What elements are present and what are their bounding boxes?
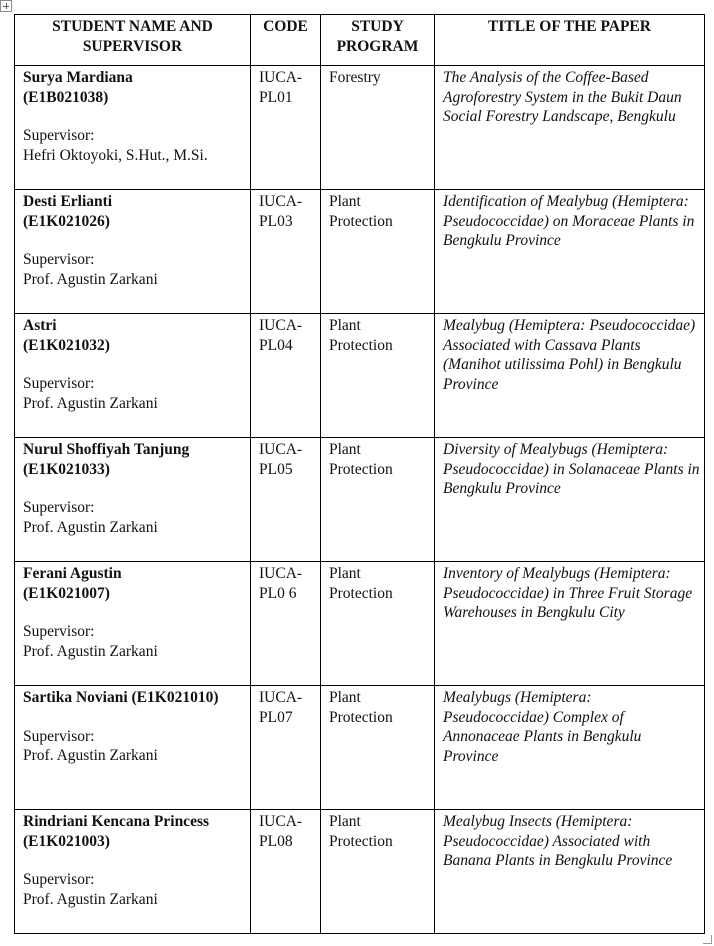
study-program-cell: Plant Protection — [321, 438, 435, 562]
supervisor-name: Prof. Agustin Zarkani — [23, 642, 158, 660]
student-id: (E1K021007) — [23, 584, 110, 602]
supervisor-name: Prof. Agustin Zarkani — [23, 890, 158, 908]
table-row — [15, 810, 705, 934]
header-study-program: STUDY PROGRAM — [321, 15, 435, 66]
code-cell: IUCA-PL05 — [251, 438, 321, 562]
table-row — [15, 66, 705, 190]
paper-title-cell: Mealybugs (Hemiptera: Pseudococcidae) Complex of Annonaceae Plants in Bengkulu Province — [435, 686, 705, 810]
study-program-cell: Forestry — [321, 66, 435, 190]
supervisor-name: Hefri Oktoyoki, S.Hut., M.Si. — [23, 146, 208, 164]
code-cell: IUCA-PL01 — [251, 66, 321, 190]
supervisor-label: Supervisor: — [23, 499, 95, 516]
student-name: Desti Erlianti — [23, 193, 113, 210]
supervisor-label: Supervisor: — [23, 727, 95, 745]
table-row — [15, 686, 705, 810]
study-program-cell: Plant Protection — [321, 686, 435, 810]
header-paper-title: TITLE OF THE PAPER — [435, 15, 705, 66]
table-row — [15, 314, 705, 438]
study-program-cell: Plant Protection — [321, 562, 435, 686]
code-cell: IUCA-PL08 — [251, 810, 321, 934]
student-name: Ferani Agustin — [23, 565, 122, 582]
table-row — [15, 438, 705, 562]
paper-title-cell: Mealybug Insects (Hemiptera: Pseudococcidae) Associated with Banana Plants in Bengkulu Province — [435, 810, 705, 934]
paper-title-cell: Inventory of Mealybugs (Hemiptera: Pseudococcidae) in Three Fruit Storage Warehouses in Bengkulu City — [435, 562, 705, 686]
student-papers-table — [14, 14, 705, 934]
student-cell — [15, 190, 251, 314]
paper-title-cell: Mealybug (Hemiptera: Pseudococcidae) Associated with Cassava Plants (Manihot utilissima Pohl) in Bengkulu Province — [435, 314, 705, 438]
student-id: (E1K021003) — [23, 832, 110, 850]
supervisor-label: Supervisor: — [23, 127, 95, 144]
study-program-cell: Plant Protection — [321, 810, 435, 934]
paper-title-cell: Diversity of Mealybugs (Hemiptera: Pseudococcidae) in Solanaceae Plants in Bengkulu Province — [435, 438, 705, 562]
student-cell — [15, 562, 251, 686]
supervisor-label: Supervisor: — [23, 251, 95, 268]
supervisor-name: Prof. Agustin Zarkani — [23, 518, 158, 536]
code-cell: IUCA-PL03 — [251, 190, 321, 314]
supervisor-label: Supervisor: — [23, 375, 95, 392]
student-id: (E1K021026) — [23, 212, 110, 230]
study-program-cell: Plant Protection — [321, 314, 435, 438]
code-cell: IUCA-PL07 — [251, 686, 321, 810]
student-id: (E1B021038) — [23, 88, 109, 106]
paper-title-cell: Identification of Mealybug (Hemiptera: Pseudococcidae) on Moraceae Plants in Bengkulu Province — [435, 190, 705, 314]
supervisor-name: Prof. Agustin Zarkani — [23, 747, 158, 764]
student-name: Rindriani Kencana Princess — [23, 813, 210, 830]
study-program-cell: Plant Protection — [321, 190, 435, 314]
table-row — [15, 562, 705, 686]
student-name: Nurul Shoffiyah Tanjung — [23, 441, 190, 458]
student-name: Astri — [23, 317, 57, 334]
code-cell: IUCA-PL04 — [251, 314, 321, 438]
supervisor-label: Supervisor: — [23, 623, 95, 640]
paper-title-cell: The Analysis of the Coffee-Based Agroforestry System in the Bukit Daun Social Forestry Landscape, Bengkulu — [435, 66, 705, 190]
student-cell — [15, 438, 251, 562]
student-cell — [15, 314, 251, 438]
table-row — [15, 190, 705, 314]
supervisor-label: Supervisor: — [23, 871, 95, 888]
student-cell — [15, 66, 251, 190]
table-resize-handle[interactable] — [703, 935, 712, 944]
supervisor-name: Prof. Agustin Zarkani — [23, 270, 158, 288]
student-cell — [15, 686, 251, 810]
student-id: (E1K021033) — [23, 460, 110, 478]
student-name: Sartika Noviani (E1K021010) — [23, 689, 219, 706]
header-code: CODE — [251, 15, 321, 66]
student-cell — [15, 810, 251, 934]
student-id: (E1K021032) — [23, 336, 110, 354]
table-move-handle[interactable] — [0, 0, 12, 12]
code-cell: IUCA-PL0 6 — [251, 562, 321, 686]
header-row — [15, 15, 705, 66]
supervisor-name: Prof. Agustin Zarkani — [23, 394, 158, 412]
header-student-supervisor: STUDENT NAME AND SUPERVISOR — [15, 15, 251, 66]
student-name: Surya Mardiana — [23, 69, 133, 86]
